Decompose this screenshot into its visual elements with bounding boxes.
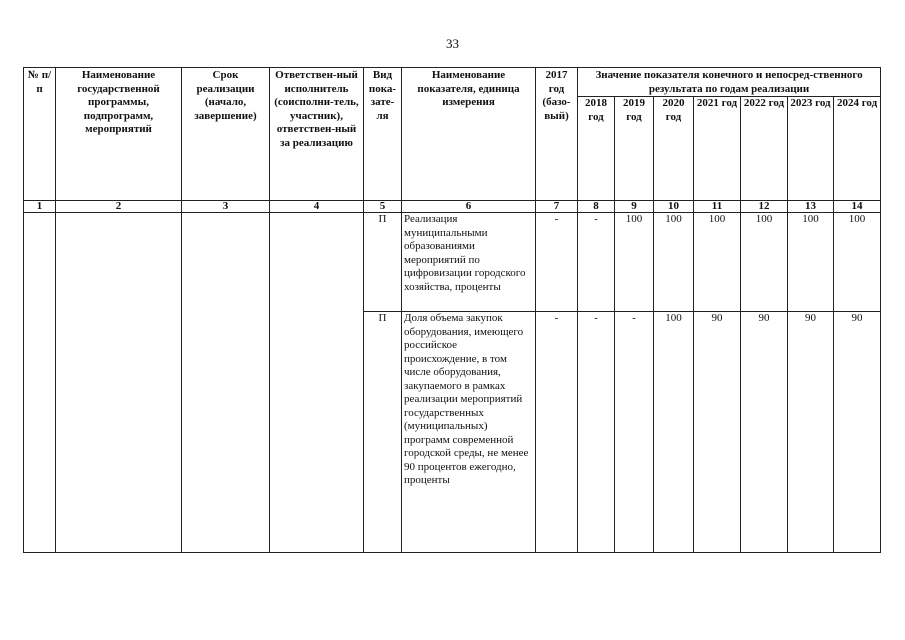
cell-indicator-type: П [364, 213, 402, 312]
column-number: 5 [364, 201, 402, 213]
header-program-name: Наименование государственной программы, подпрограмм, мероприятий [56, 68, 182, 201]
cell-year-value: - [615, 312, 654, 553]
cell-year-value: 90 [788, 312, 834, 553]
cell-year-value: 90 [694, 312, 741, 553]
column-number: 2 [56, 201, 182, 213]
cell-year-value: - [578, 213, 615, 312]
page-number: 33 [446, 36, 459, 51]
cell-year-value: 100 [788, 213, 834, 312]
column-number: 8 [578, 201, 615, 213]
column-number: 11 [694, 201, 741, 213]
column-number: 7 [536, 201, 578, 213]
cell-year-value: 100 [694, 213, 741, 312]
header-responsible: Ответствен-ный исполнитель (соисполни-тель, участник), ответствен-ный за реализацию [270, 68, 364, 201]
cell-year-value: 100 [741, 213, 788, 312]
header-year: 2018 год [578, 97, 615, 201]
header-year: 2021 год [694, 97, 741, 201]
column-number: 4 [270, 201, 364, 213]
cell-base-value: - [536, 213, 578, 312]
header-base-year: 2017 год (базо-вый) [536, 68, 578, 201]
cell-number [24, 213, 56, 553]
column-number: 3 [182, 201, 270, 213]
header-term: Срок реализации (начало, завершение) [182, 68, 270, 201]
cell-responsible [270, 213, 364, 553]
header-year: 2020 год [654, 97, 694, 201]
column-number: 9 [615, 201, 654, 213]
column-number: 12 [741, 201, 788, 213]
indicators-table [23, 67, 881, 553]
header-year: 2019 год [615, 97, 654, 201]
cell-indicator-name: Доля объема закупок оборудования, имеющего российское происхождение, в том числе оборудования, закупаемого в рамках реализации мероприятий государственных (муниципальных) программ современной городской среды, не менее 90 процентов ежегодно, проценты [402, 312, 536, 553]
header-indicator-name: Наименование показателя, единица измерения [402, 68, 536, 201]
header-indicator-type: Вид пока-зате-ля [364, 68, 402, 201]
header-values-group: Значение показателя конечного и непосред-ственного результата по годам реализации [578, 68, 881, 97]
cell-year-value: 100 [615, 213, 654, 312]
cell-term [182, 213, 270, 553]
table-row [24, 213, 881, 312]
cell-year-value: 100 [834, 213, 881, 312]
header-year: 2022 год [741, 97, 788, 201]
cell-year-value: 100 [654, 312, 694, 553]
cell-indicator-type: П [364, 312, 402, 553]
header-number: № п/п [24, 68, 56, 201]
column-numbers-row [24, 201, 881, 213]
column-number: 10 [654, 201, 694, 213]
header-row [24, 68, 881, 97]
cell-base-value: - [536, 312, 578, 553]
header-year: 2023 год [788, 97, 834, 201]
header-year: 2024 год [834, 97, 881, 201]
column-number: 6 [402, 201, 536, 213]
cell-year-value: - [578, 312, 615, 553]
cell-indicator-name: Реализация муниципальными образованиями мероприятий по цифровизации городского хозяйства, проценты [402, 213, 536, 312]
cell-year-value: 90 [741, 312, 788, 553]
cell-year-value: 100 [654, 213, 694, 312]
column-number: 1 [24, 201, 56, 213]
cell-program-name [56, 213, 182, 553]
column-number: 13 [788, 201, 834, 213]
column-number: 14 [834, 201, 881, 213]
cell-year-value: 90 [834, 312, 881, 553]
